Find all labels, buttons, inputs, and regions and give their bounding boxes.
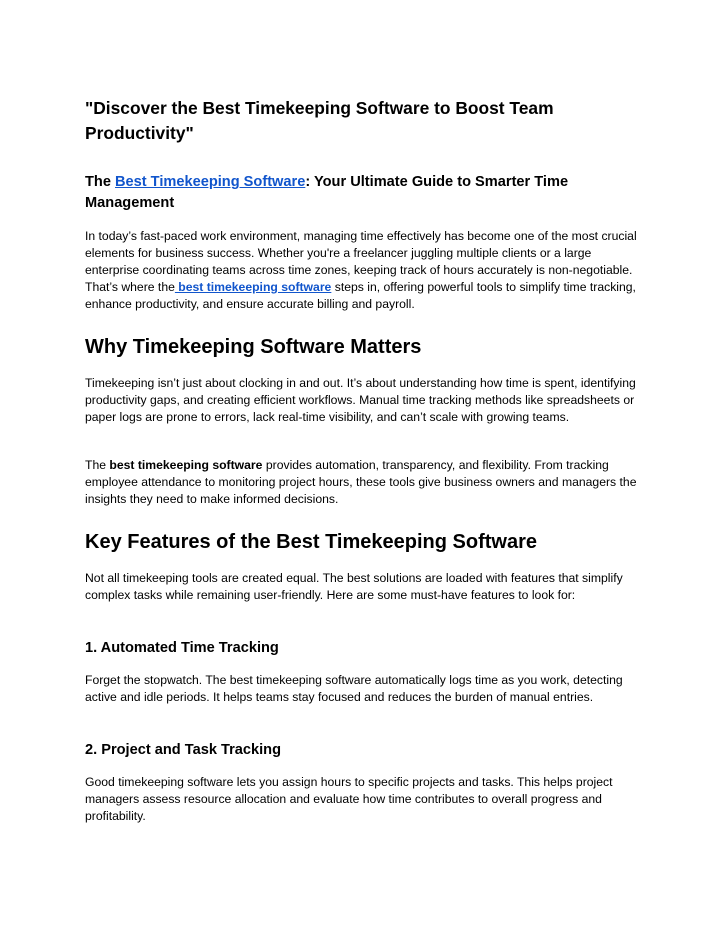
feature-1-text: Forget the stopwatch. The best timekeeping software automatically logs time as you work, detecting active and idle periods. It helps teams stay focused and reduces the burden of manual entries. bbox=[85, 673, 623, 704]
key-features-heading: Key Features of the Best Timekeeping Software bbox=[85, 531, 537, 553]
subheading-suffix: : Your Ultimate Guide to Smarter Time Management bbox=[85, 174, 569, 211]
intro-text-before: In today’s fast-paced work environment, managing time effectively has become one of the most crucial elements for business success. Whether you're a freelancer juggling multiple clients or a large enterprise coordinating teams across time zones, keeping track of hours accurately is non-negotiable. That’s where the bbox=[85, 229, 637, 294]
feature-1-heading: 1. Automated Time Tracking bbox=[85, 640, 279, 656]
p2-before: The bbox=[85, 458, 110, 472]
key-features-intro: Not all timekeeping tools are created equal. The best solutions are loaded with features that simplify complex tasks while remaining user-friendly. Here are some must-have features to look for: bbox=[85, 571, 623, 602]
why-matters-paragraph-1: Timekeeping isn’t just about clocking in and out. It’s about understanding how time is spent, identifying productivity gaps, and creating efficient workflows. Manual time tracking methods like spreadsheets or paper logs are prone to errors, lack real-time visibility, and can’t scale with growing teams. bbox=[85, 376, 636, 424]
p2-bold-term: best timekeeping software bbox=[109, 458, 263, 472]
feature-2-heading: 2. Project and Task Tracking bbox=[85, 742, 282, 758]
document-title: "Discover the Best Timekeeping Software to Boost Team Productivity" bbox=[85, 98, 554, 143]
feature-2-text: Good timekeeping software lets you assign hours to specific projects and tasks. This helps project managers assess resource allocation and evaluate how time contributes to overall progress and profitability. bbox=[85, 775, 613, 823]
best-timekeeping-software-link[interactable]: Best Timekeeping Software bbox=[115, 174, 306, 190]
p2-after: provides automation, transparency, and flexibility. From tracking employee attendance to monitoring project hours, these tools give business owners and managers the insights they need to make informed decisions. bbox=[85, 458, 637, 506]
intro-paragraph bbox=[85, 228, 643, 313]
intro-text-after: steps in, offering powerful tools to simplify time tracking, enhance productivity, and ensure accurate billing and payroll. bbox=[85, 280, 636, 311]
why-matters-paragraph-2 bbox=[85, 457, 643, 508]
guide-subheading bbox=[85, 172, 645, 214]
why-matters-heading: Why Timekeeping Software Matters bbox=[85, 336, 422, 358]
subheading-prefix: The bbox=[85, 174, 115, 190]
intro-best-timekeeping-link[interactable]: best timekeeping software bbox=[174, 280, 332, 294]
